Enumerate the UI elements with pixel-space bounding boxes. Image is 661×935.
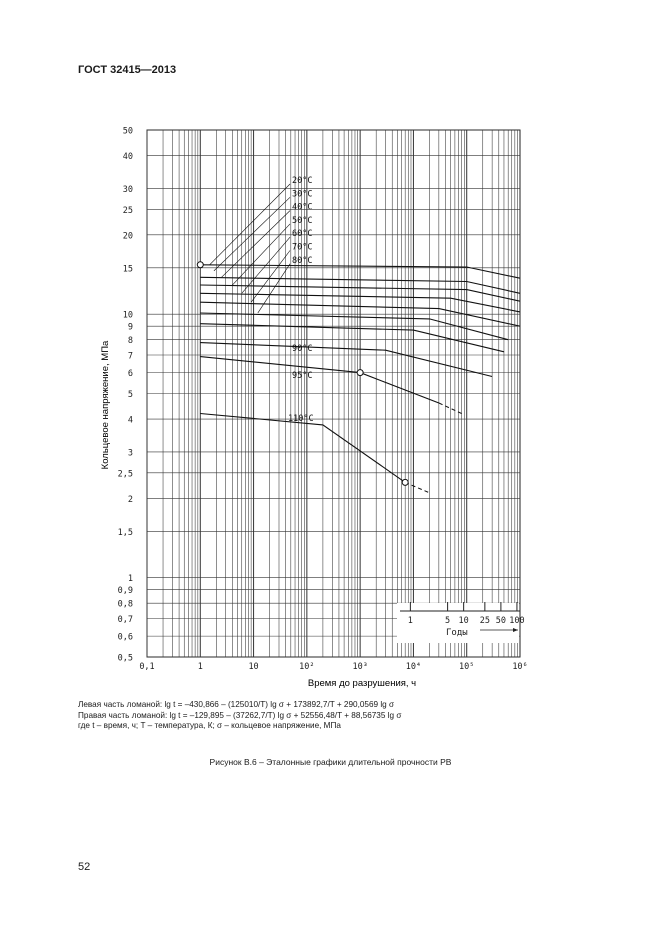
y-tick-label: 6: [127, 369, 133, 380]
temperature-label: 30°C: [292, 189, 313, 200]
x-tick-label: 10²: [299, 662, 315, 672]
years-tick-label: 5: [445, 616, 451, 626]
x-tick-label: 0,1: [139, 662, 155, 672]
x-tick-label: 10³: [352, 662, 368, 672]
y-tick-label: 10: [122, 310, 133, 321]
document-header: ГОСТ 32415—2013: [78, 64, 177, 76]
y-tick-label: 25: [122, 205, 133, 216]
temperature-label: 50°C: [292, 215, 313, 226]
y-tick-label: 9: [127, 322, 133, 333]
years-tick-label: 10: [458, 616, 469, 626]
y-tick-label: 8: [127, 336, 133, 347]
y-tick-label: 5: [127, 390, 133, 400]
y-tick-label: 50: [122, 126, 133, 137]
temperature-label: 110°C: [288, 414, 314, 424]
leader-line: [258, 264, 290, 313]
years-tick-label: 100: [509, 616, 525, 626]
y-tick-label: 0,5: [117, 653, 133, 664]
chart-grid: [147, 130, 520, 657]
y-tick-label: 15: [122, 264, 133, 275]
temperature-label: 80°C: [292, 255, 313, 266]
formula-legend: где t – время, ч; T – температура, К; σ – кольцевое напряжение, МПа: [78, 721, 341, 731]
temperature-label: 95°C: [292, 371, 313, 381]
temperature-label: 20°C: [292, 176, 313, 186]
x-tick-label: 1: [197, 662, 203, 672]
y-tick-label: 3: [127, 448, 133, 459]
years-axis-title: Годы: [446, 628, 468, 638]
temperature-label: 70°C: [292, 242, 313, 253]
chart-series: [197, 262, 520, 493]
y-tick-label: 0,7: [117, 614, 133, 625]
y-tick-label: 7: [127, 351, 133, 362]
series-dashed-extension: [405, 482, 429, 492]
formula-left: Левая часть ломаной: lg t = –430,866 – (125010/T) lg σ + 173892,7/T + 290,0569 lg σ: [78, 700, 395, 709]
x-tick-label: 10⁶: [512, 662, 528, 672]
y-tick-label: 2,5: [117, 469, 133, 480]
leader-line: [210, 184, 290, 265]
y-tick-label: 20: [122, 231, 133, 242]
chart-labels: [210, 176, 314, 424]
x-tick-label: 10: [248, 662, 259, 672]
temperature-label: 60°C: [292, 229, 313, 240]
x-axis-title: Время до разрушения, ч: [307, 678, 417, 689]
y-tick-label: 2: [127, 494, 133, 505]
y-tick-label: 0,9: [117, 586, 133, 597]
formula-right: Правая часть ломаной: lg t = –129,895 – (37262,7/T) lg σ + 52556,48/T + 88,56735 lg σ: [78, 710, 402, 720]
data-marker: [402, 479, 408, 485]
page-number: 52: [78, 861, 91, 873]
formula-block: [78, 700, 638, 732]
x-tick-label: 10⁴: [405, 662, 422, 672]
y-axis-title: Кольцевое напряжение, МПа: [100, 340, 111, 470]
y-tick-label: 4: [127, 415, 133, 426]
series-line-95°C: [200, 357, 439, 403]
figure-caption: Рисунок В.6 – Эталонные графики длительной прочности РВ: [209, 757, 452, 767]
x-tick-label: 10⁵: [459, 662, 475, 672]
y-tick-label: 40: [122, 152, 133, 163]
temperature-label: 40°C: [292, 202, 313, 213]
y-tick-label: 1: [127, 574, 133, 585]
y-tick-label: 1,5: [117, 527, 133, 538]
y-tick-label: 0,8: [117, 599, 133, 610]
leader-line: [221, 211, 290, 278]
data-marker: [197, 262, 203, 268]
leader-line: [214, 197, 290, 271]
years-tick-label: 50: [495, 616, 507, 626]
data-marker: [357, 370, 363, 376]
years-tick-label: 1: [407, 616, 413, 626]
years-tick-label: 25: [479, 616, 490, 626]
y-tick-label: 0,6: [117, 632, 133, 643]
y-tick-label: 30: [122, 184, 133, 195]
temperature-label: 90°C: [292, 344, 313, 354]
